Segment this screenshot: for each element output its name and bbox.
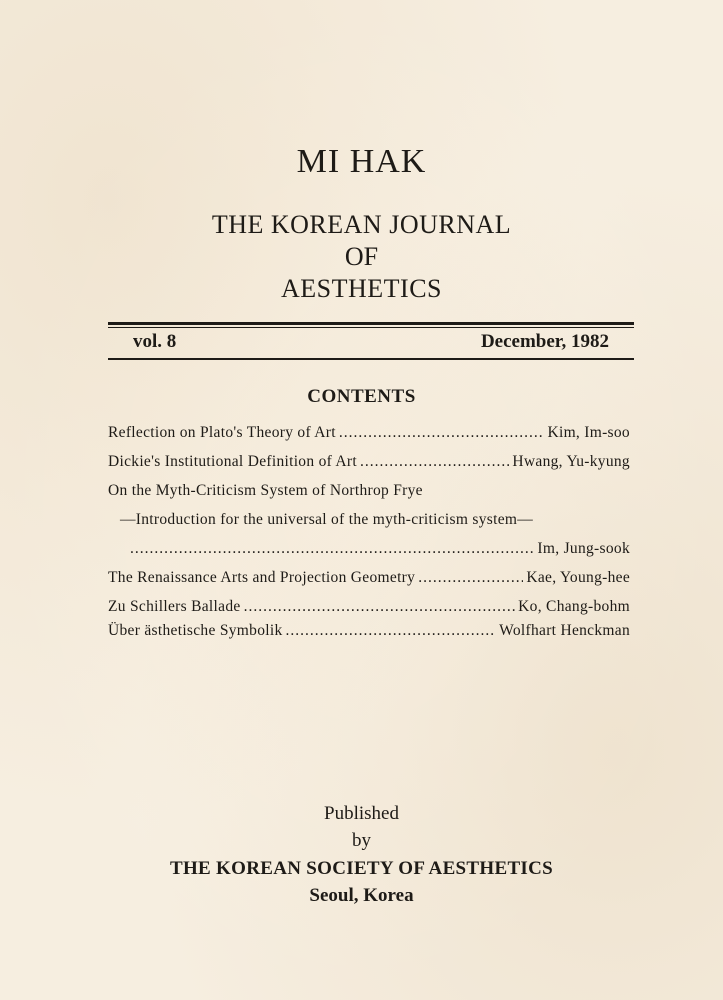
bottom-rule (108, 358, 634, 360)
leader-dots (418, 569, 523, 587)
toc-entry-title: On the Myth-Criticism System of Northrop Frye (108, 482, 423, 499)
toc-entry (108, 424, 630, 453)
journal-title-line-1: THE KOREAN JOURNAL (211, 210, 512, 239)
top-rule-thin (108, 327, 634, 328)
leader-dots (360, 453, 509, 471)
leader-dots (130, 540, 534, 558)
publisher-location: Seoul, Korea (309, 885, 414, 906)
table-of-contents (108, 424, 630, 646)
toc-entry-author: Ko, Chang-bohm (518, 598, 630, 615)
toc-entry (108, 569, 630, 598)
issue-date: December, 1982 (480, 331, 609, 352)
toc-entry (108, 482, 630, 511)
toc-entry-subtitle: —Introduction for the universal of the myth-criticism system— (120, 511, 534, 528)
published-label: Published (324, 803, 399, 824)
toc-entry-author: Kim, Im-soo (547, 424, 630, 441)
toc-entry-author: Wolfhart Henckman (499, 622, 630, 639)
toc-entry-title: Dickie's Institutional Definition of Art (108, 453, 357, 470)
by-label: by (352, 830, 371, 851)
journal-title-line-3: AESTHETICS (281, 274, 442, 303)
toc-entry-title: The Renaissance Arts and Projection Geometry (108, 569, 416, 586)
toc-entry-author: Im, Jung-sook (537, 540, 630, 557)
toc-entry-title: Zu Schillers Ballade (108, 598, 241, 615)
toc-entry (108, 453, 630, 482)
top-rule-thick (108, 322, 634, 325)
contents-heading: CONTENTS (307, 386, 416, 407)
journal-title-line-2: OF (344, 242, 379, 271)
journal-short-title: MI HAK (296, 143, 427, 180)
toc-entry-title: Reflection on Plato's Theory of Art (108, 424, 336, 441)
toc-entry-author: Kae, Young-hee (526, 569, 630, 586)
leader-dots (244, 598, 516, 616)
toc-entry-author: Hwang, Yu-kyung (512, 453, 630, 470)
toc-entry-author-row (108, 540, 630, 569)
toc-entry-subtitle-row (108, 511, 630, 540)
publisher-name: THE KOREAN SOCIETY OF AESTHETICS (169, 858, 553, 879)
leader-dots (286, 622, 497, 640)
leader-dots (339, 424, 545, 442)
issue-volume: vol. 8 (133, 331, 177, 352)
toc-entry (108, 622, 630, 646)
toc-entry-title: Über ästhetische Symbolik (108, 622, 283, 639)
